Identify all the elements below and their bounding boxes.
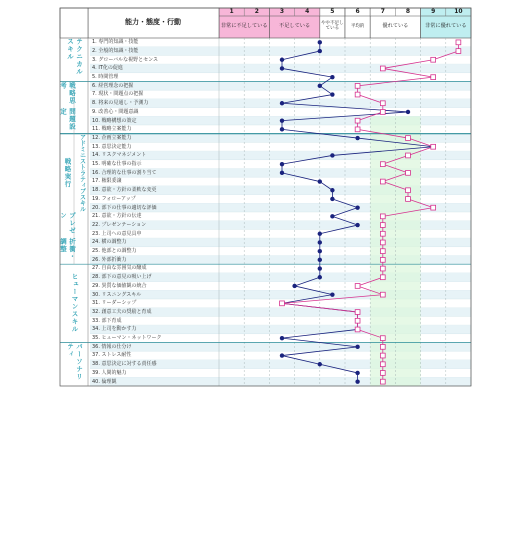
item-label-3: 3. グローバルな視野とセンス xyxy=(92,56,158,63)
item-label-35: 35. ヒューマン・ネットワーク xyxy=(92,335,162,341)
item-label-14: 14. リスクマネジメント xyxy=(92,152,147,159)
scale-band-label-4: 平均的 xyxy=(350,23,365,29)
item-label-37: 37. ストレス耐性 xyxy=(92,352,132,359)
series-1-point-32 xyxy=(355,310,360,315)
category-label-3: 問題設定 xyxy=(59,107,76,131)
series-1-point-30 xyxy=(380,292,385,297)
series-0-point-14 xyxy=(330,153,334,157)
item-label-26: 26. 外部折衝力 xyxy=(92,256,127,263)
series-0-point-28 xyxy=(318,275,322,279)
item-label-13: 13. 意思決定能力 xyxy=(92,143,132,150)
series-0-point-18 xyxy=(330,188,334,192)
series-0-point-3 xyxy=(280,58,284,62)
scale-number-2: 2 xyxy=(254,7,259,15)
series-1-point-34 xyxy=(355,327,360,332)
series-0-point-29 xyxy=(292,284,296,288)
scale-number-4: 4 xyxy=(305,7,310,15)
series-1-point-11 xyxy=(355,127,360,132)
item-label-16: 16. 合理的な仕事の割り当て xyxy=(92,169,157,176)
category-label-8: ヒューマンスキル xyxy=(70,273,79,334)
scale-band-label-3: やや不足している xyxy=(321,21,344,31)
series-1-point-8 xyxy=(380,101,385,106)
series-0-point-16 xyxy=(280,171,284,175)
series-1-point-9 xyxy=(380,110,385,115)
item-label-40: 40. 倫理観 xyxy=(92,378,117,385)
item-label-28: 28. 部下の意見の吸い上げ xyxy=(92,274,152,281)
category-label-5: アドミニストラティブスキル xyxy=(78,133,86,212)
scale-number-5: 5 xyxy=(330,7,335,15)
scale-band-label-5: 優れている xyxy=(382,23,409,30)
item-label-15: 15. 明確な仕事の指示 xyxy=(92,161,142,167)
scale-number-8: 8 xyxy=(405,7,411,15)
series-0-point-12 xyxy=(355,136,359,140)
item-label-29: 29. 異質な価値観の統合 xyxy=(92,282,147,289)
item-label-22: 22. プレゼンテーション xyxy=(92,221,147,228)
item-label-1: 1. 専門的知識・技能 xyxy=(92,39,139,46)
item-label-21: 21. 意欲・方針の伝達 xyxy=(92,213,142,220)
series-0-point-36 xyxy=(355,345,359,349)
series-0-point-21 xyxy=(330,214,334,218)
item-label-27: 27. 自由な雰囲気の醸成 xyxy=(92,265,147,272)
series-0-point-26 xyxy=(318,258,322,262)
series-1-point-5 xyxy=(431,75,436,80)
scale-band-label-1: 非常に不足している xyxy=(220,23,268,30)
series-1-point-21 xyxy=(380,214,385,219)
category-label-2: 戦略思考 xyxy=(59,81,76,104)
item-label-24: 24. 横の調整力 xyxy=(92,239,127,246)
series-1-point-23 xyxy=(380,231,385,236)
scale-number-9: 9 xyxy=(431,7,436,15)
item-label-11: 11. 戦略立案能力 xyxy=(92,126,132,133)
item-label-10: 10. 戦略構想の策定 xyxy=(92,117,137,124)
series-1-point-37 xyxy=(380,353,385,358)
series-0-point-35 xyxy=(280,336,284,340)
series-0-point-9 xyxy=(406,110,410,114)
item-label-36: 36. 情報の仕分け xyxy=(92,343,132,350)
item-label-2: 2. 全般的知識・技能 xyxy=(92,47,139,54)
series-0-point-24 xyxy=(318,240,322,244)
series-1-point-7 xyxy=(355,92,360,97)
row-stripe-5 xyxy=(90,82,471,91)
series-1-point-12 xyxy=(406,136,411,141)
series-0-point-20 xyxy=(355,205,359,209)
category-label-4: 戦略実行 xyxy=(63,157,72,188)
series-1-point-26 xyxy=(380,257,385,262)
item-label-30: 30. リスニングスキル xyxy=(92,291,142,298)
category-label-7: 折衝・調整 xyxy=(59,238,76,261)
series-1-point-38 xyxy=(380,362,385,367)
series-1-point-20 xyxy=(431,205,436,210)
series-1-point-17 xyxy=(380,179,385,184)
series-0-point-5 xyxy=(330,75,334,79)
item-label-9: 9. 改善心・問題意識 xyxy=(92,108,139,115)
scale-band-label-2: 不足している xyxy=(279,23,311,30)
series-1-point-2 xyxy=(456,49,461,54)
series-1-point-18 xyxy=(406,188,411,193)
series-0-point-10 xyxy=(280,118,284,122)
scale-number-7: 7 xyxy=(380,7,385,15)
series-0-point-2 xyxy=(318,49,322,53)
scale-number-6: 6 xyxy=(355,7,360,15)
item-label-31: 31. リーダーシップ xyxy=(92,300,137,307)
scale-number-3: 3 xyxy=(279,7,285,15)
scale-number-10: 10 xyxy=(454,7,463,15)
fade-overlay xyxy=(57,410,477,470)
item-label-17: 17. 権限委譲 xyxy=(92,178,122,185)
series-1-point-14 xyxy=(406,153,411,158)
series-0-point-25 xyxy=(318,249,322,253)
item-label-8: 8. 将来の見通し・予測力 xyxy=(92,100,149,107)
item-label-4: 4. IT化の促進 xyxy=(92,65,123,72)
item-label-23: 23. 上司への意見具申 xyxy=(92,230,142,237)
series-1-point-35 xyxy=(380,336,385,341)
series-1-point-25 xyxy=(380,249,385,254)
series-0-point-27 xyxy=(318,266,322,270)
series-1-point-40 xyxy=(380,379,385,384)
item-label-6: 6. 経営理念の把握 xyxy=(92,82,134,89)
series-1-point-36 xyxy=(380,344,385,349)
item-label-12: 12. 企画立案能力 xyxy=(92,134,132,141)
category-label-6: プレゼン xyxy=(59,212,76,235)
series-0-point-38 xyxy=(318,362,322,366)
category-header-cell xyxy=(60,8,88,38)
category-label-1: テクニカルスキル xyxy=(66,38,83,76)
series-0-point-37 xyxy=(280,353,284,357)
series-1-point-33 xyxy=(355,318,360,323)
item-label-34: 34. 上司を動かす力 xyxy=(92,326,137,333)
item-label-7: 7. 現状・問題点の把握 xyxy=(92,91,144,98)
series-1-point-3 xyxy=(431,57,436,62)
series-1-point-6 xyxy=(355,83,360,88)
series-0-point-22 xyxy=(355,223,359,227)
series-1-point-4 xyxy=(380,66,385,71)
series-1-point-24 xyxy=(380,240,385,245)
series-0-point-39 xyxy=(355,371,359,375)
item-label-5: 5. 時間管理 xyxy=(92,74,119,80)
item-label-32: 32. 創意工夫の奨励と育成 xyxy=(92,308,152,315)
series-0-point-15 xyxy=(280,162,284,166)
series-1-point-15 xyxy=(380,162,385,167)
item-label-39: 39. 人間的魅力 xyxy=(92,369,127,376)
series-0-point-8 xyxy=(280,101,284,105)
series-1-point-39 xyxy=(380,371,385,376)
series-0-point-4 xyxy=(280,66,284,70)
item-label-18: 18. 意欲・方針の柔軟な変更 xyxy=(92,187,157,194)
series-1-point-27 xyxy=(380,266,385,271)
item-label-19: 19. フォローアップ xyxy=(92,195,136,202)
series-0-point-30 xyxy=(330,292,334,296)
series-0-point-19 xyxy=(330,197,334,201)
series-0-point-7 xyxy=(330,92,334,96)
series-1-point-16 xyxy=(406,170,411,175)
item-label-20: 20. 部下の仕事の適切な評価 xyxy=(92,204,157,211)
item-header-title: 能力・態度・行動 xyxy=(125,18,181,27)
series-0-point-11 xyxy=(280,127,284,131)
series-1-point-19 xyxy=(406,197,411,202)
series-0-point-40 xyxy=(355,379,359,383)
series-1-point-13 xyxy=(431,144,436,149)
series-1-point-10 xyxy=(355,118,360,123)
scale-band-label-6: 非常に優れている xyxy=(425,23,467,30)
category-label-9: パーソナリティ xyxy=(66,342,83,380)
item-label-33: 33. 部下育成 xyxy=(92,317,122,324)
item-label-25: 25. 他部との調整力 xyxy=(92,248,137,254)
item-label-38: 38. 意思決定に対する責任感 xyxy=(92,361,157,368)
row-stripe-1 xyxy=(90,47,471,56)
series-0-point-6 xyxy=(318,84,322,88)
series-0-point-17 xyxy=(318,179,322,183)
series-1-point-29 xyxy=(355,284,360,289)
series-1-point-31 xyxy=(280,301,285,306)
series-0-point-23 xyxy=(318,232,322,236)
series-0-point-1 xyxy=(318,40,322,44)
series-1-point-28 xyxy=(380,275,385,280)
scale-number-1: 1 xyxy=(229,7,234,15)
series-1-point-22 xyxy=(380,223,385,228)
series-1-point-1 xyxy=(456,40,461,45)
